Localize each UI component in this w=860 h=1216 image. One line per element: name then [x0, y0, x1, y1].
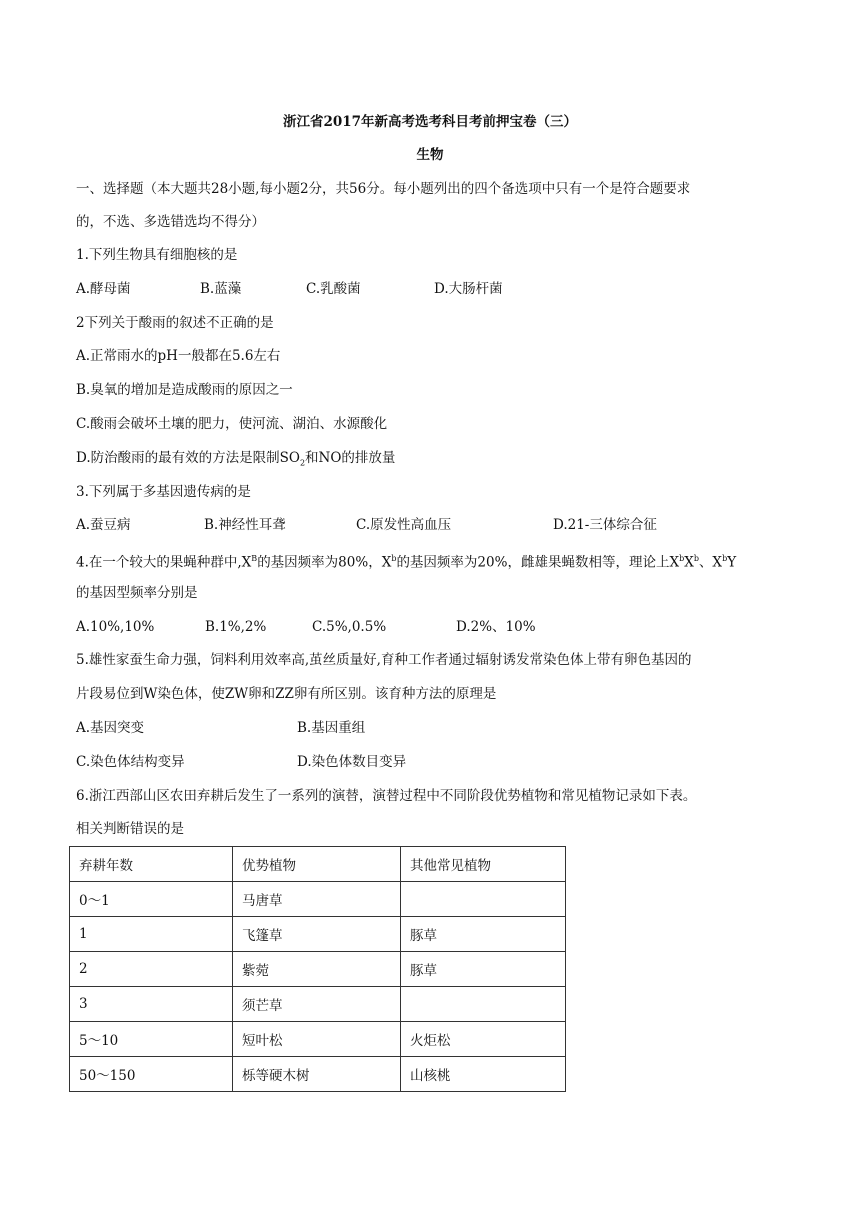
table-row: [70, 1022, 566, 1057]
q5-option-d: D.染色体数目变异: [297, 754, 407, 770]
section-intro-line-1: 一、选择题（本大题共28小题,每小题2分，共56分。每小题列出的四个备选项中只有一个是符合题要求: [76, 181, 691, 197]
table-row: [70, 917, 566, 952]
q3-option-b: B.神经性耳聋: [204, 517, 286, 533]
succession-table: [69, 846, 566, 1092]
table-cell: 1: [70, 917, 233, 952]
table-row: [70, 1057, 566, 1092]
table-header-cell: 其他常见植物: [401, 847, 566, 882]
table-cell: [401, 882, 566, 917]
table-cell: 5～10: [70, 1022, 233, 1057]
q5-stem-line-2: 片段易位到W染色体，使ZW卵和ZZ卵有所区别。该育种方法的原理是: [76, 686, 497, 702]
table-cell: 飞篷草: [233, 917, 401, 952]
table-cell: 紫菀: [233, 952, 401, 987]
q2-option-d: D.防治酸雨的最有效的方法是限制$SO_2$和NO的排放量: [76, 450, 396, 468]
table-cell: 须芒草: [233, 987, 401, 1022]
q6-stem-line-2: 相关判断错误的是: [76, 821, 184, 837]
table-cell: 0～1: [70, 882, 233, 917]
q4-option-d: D.2%、10%: [456, 619, 536, 635]
table-cell: [401, 987, 566, 1022]
table-header-cell: 弃耕年数: [70, 847, 233, 882]
table-cell: 短叶松: [233, 1022, 401, 1057]
q3-option-a: A.蚕豆病: [76, 517, 131, 533]
q2-option-b: B.臭氧的增加是造成酸雨的原因之一: [76, 382, 293, 398]
q1-options: [76, 279, 503, 299]
q5-option-b: B.基因重组: [297, 720, 366, 736]
q6-stem-line-1: 6.浙江西部山区农田弃耕后发生了一系列的演替，演替过程中不同阶段优势植物和常见植物记录如下表。: [76, 788, 697, 804]
table-cell: 马唐草: [233, 882, 401, 917]
table-header-row: [70, 847, 566, 882]
q1-option-b: B.蓝藻: [200, 281, 242, 297]
table-cell: 50～150: [70, 1057, 233, 1092]
q1-stem: 1.下列生物具有细胞核的是: [76, 247, 238, 263]
table-cell: 豚草: [401, 917, 566, 952]
q5-options-row-1: [76, 718, 365, 738]
q1-option-c: C.乳酸菌: [306, 281, 361, 297]
exam-title: 浙江省2017年新高考选考科目考前押宝卷（三）: [282, 114, 578, 130]
q4-stem-line-2: 的基因型频率分别是: [76, 585, 198, 601]
table-cell: 2: [70, 952, 233, 987]
q2-option-a: A.正常雨水的pH一般都在5.6左右: [76, 348, 281, 364]
q1-option-d: D.大肠杆菌: [434, 281, 503, 297]
q4-option-c: C.5%,0.5%: [312, 619, 387, 635]
q2-option-c: C.酸雨会破坏土壤的肥力，使河流、湖泊、水源酸化: [76, 416, 388, 432]
q2-stem: 2下列关于酸雨的叙述不正确的是: [76, 315, 274, 331]
table-cell: 3: [70, 987, 233, 1022]
q3-options: [76, 515, 657, 535]
table-cell: 山核桃: [401, 1057, 566, 1092]
q4-options: [76, 617, 536, 637]
table-header-cell: 优势植物: [233, 847, 401, 882]
table-row: [70, 952, 566, 987]
table-cell: 豚草: [401, 952, 566, 987]
q3-option-c: C.原发性高血压: [356, 517, 452, 533]
q3-stem: 3.下列属于多基因遗传病的是: [76, 484, 251, 500]
table-cell: 栎等硬木树: [233, 1057, 401, 1092]
q5-option-c: C.染色体结构变异: [76, 754, 185, 770]
table-cell: 火炬松: [401, 1022, 566, 1057]
q4-option-a: A.10%,10%: [76, 619, 155, 635]
q5-stem-line-1: 5.雄性家蚕生命力强，饲料利用效率高,茧丝质量好,育种工作者通过辐射诱发常染色体上带有卵色基因的: [76, 652, 692, 668]
q5-option-a: A.基因突变: [76, 720, 145, 736]
table-row: [70, 987, 566, 1022]
q3-option-d: D.21-三体综合征: [553, 517, 657, 533]
q1-option-a: A.酵母菌: [76, 281, 131, 297]
section-intro-line-2: 的，不选、多选错选均不得分）: [76, 214, 265, 230]
q4-option-b: B.1%,2%: [205, 619, 267, 635]
subject-heading: 生物: [416, 147, 444, 163]
table-row: [70, 882, 566, 917]
q5-options-row-2: [76, 752, 406, 772]
q4-stem-line-1: 4.在一个较大的果蝇种群中$,X^B$的基因频率为80%，$X^b$的基因频率为20%，雌雄果蝇数相等，理论上$X^bX^b$、$X^bY$: [76, 554, 737, 571]
